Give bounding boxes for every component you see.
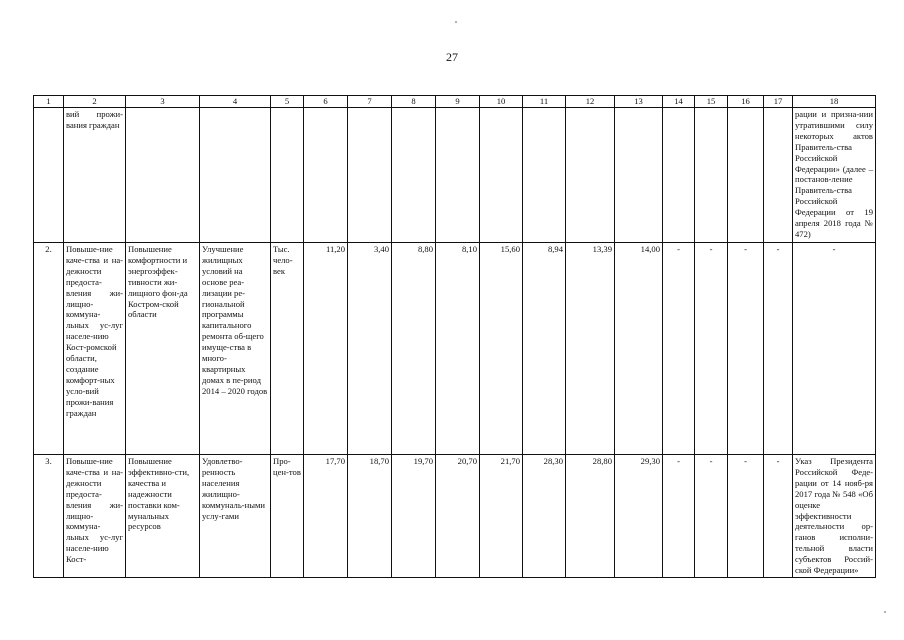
value-cell bbox=[304, 108, 348, 243]
column-number: 15 bbox=[695, 96, 728, 108]
value-cell: 8,10 bbox=[436, 243, 480, 455]
goal-cell: Повыше-ние каче-ства и на-дежности предоста-вления жи-лищно-коммуна-льных ус-луг населе-нию Кост- bbox=[64, 455, 126, 578]
extra-value-cell: - bbox=[695, 455, 728, 578]
column-number-row bbox=[34, 96, 876, 108]
table-row-continuation bbox=[34, 108, 876, 243]
extra-value-cell: - bbox=[728, 455, 764, 578]
source-cell: Указ Президента Российской Феде-рации от 14 нояб-ря 2017 года № 548 «Об оценке эффективности деятельности ор-ганов исполни-тельной власти субъектов Россий-ской Федерации» bbox=[793, 455, 876, 578]
column-number: 13 bbox=[615, 96, 663, 108]
value-cell: 14,00 bbox=[615, 243, 663, 455]
value-cell: 8,80 bbox=[392, 243, 436, 455]
value-cell: 21,70 bbox=[480, 455, 523, 578]
column-number: 6 bbox=[304, 96, 348, 108]
indicators-table bbox=[33, 95, 876, 578]
column-number: 17 bbox=[764, 96, 793, 108]
unit-cell: Тыс. чело-век bbox=[271, 243, 304, 455]
value-cell: 11,20 bbox=[304, 243, 348, 455]
column-number: 3 bbox=[126, 96, 200, 108]
value-cell: 28,30 bbox=[523, 455, 566, 578]
column-number: 7 bbox=[348, 96, 392, 108]
value-cell: 29,30 bbox=[615, 455, 663, 578]
column-number: 16 bbox=[728, 96, 764, 108]
row-number: 2. bbox=[34, 243, 64, 455]
column-number: 8 bbox=[392, 96, 436, 108]
extra-value-cell: - bbox=[663, 455, 695, 578]
extra-value-cell: - bbox=[764, 243, 793, 455]
column-number: 4 bbox=[200, 96, 271, 108]
value-cell bbox=[566, 108, 615, 243]
extra-value-cell bbox=[695, 108, 728, 243]
scan-speck bbox=[455, 21, 457, 23]
table-row-3 bbox=[34, 455, 876, 578]
source-cell: рации и призна-нии утратившими силу некоторых актов Правитель-ства Российской Федерации» (далее – постанов-ление Правитель-ства Российской Федерации от 19 апреля 2018 года № 472) bbox=[793, 108, 876, 243]
value-cell: 28,80 bbox=[566, 455, 615, 578]
unit-cell: Про-цен-тов bbox=[271, 455, 304, 578]
column-number: 14 bbox=[663, 96, 695, 108]
value-cell bbox=[436, 108, 480, 243]
value-cell: 15,60 bbox=[480, 243, 523, 455]
extra-value-cell: - bbox=[764, 455, 793, 578]
value-cell bbox=[480, 108, 523, 243]
column-number: 9 bbox=[436, 96, 480, 108]
scan-speck bbox=[884, 611, 886, 613]
column-number: 11 bbox=[523, 96, 566, 108]
column-number: 10 bbox=[480, 96, 523, 108]
goal-cell: вий прожи-вания граждан bbox=[64, 108, 126, 243]
value-cell: 18,70 bbox=[348, 455, 392, 578]
column-number: 2 bbox=[64, 96, 126, 108]
row-number bbox=[34, 108, 64, 243]
column-number: 1 bbox=[34, 96, 64, 108]
value-cell: 8,94 bbox=[523, 243, 566, 455]
goal-cell: Повыше-ние каче-ства и на-дежности предоста-вления жи-лищно-коммуна-льных ус-луг населе-нию Кост-ромской области, создание комфорт-ных усло-вий прожи-вания граждан bbox=[64, 243, 126, 455]
column-number: 18 bbox=[793, 96, 876, 108]
task-cell bbox=[126, 108, 200, 243]
column-number: 12 bbox=[566, 96, 615, 108]
extra-value-cell: - bbox=[663, 243, 695, 455]
source-cell: - bbox=[793, 243, 876, 455]
value-cell bbox=[392, 108, 436, 243]
table-body bbox=[34, 108, 876, 578]
value-cell: 17,70 bbox=[304, 455, 348, 578]
indicator-cell: Улучшение жилищных условий на основе реа-лизации ре-гиональной программы капитального ремонта об-щего имуще-ства в много-квартирных домах в пе-риод 2014 – 2020 годов bbox=[200, 243, 271, 455]
value-cell bbox=[615, 108, 663, 243]
value-cell: 13,39 bbox=[566, 243, 615, 455]
extra-value-cell bbox=[764, 108, 793, 243]
unit-cell bbox=[271, 108, 304, 243]
page-number: 27 bbox=[446, 50, 458, 64]
value-cell: 3,40 bbox=[348, 243, 392, 455]
task-cell: Повышение комфортности и энергоэффек-тивности жи-лищного фон-да Костром-ской области bbox=[126, 243, 200, 455]
indicator-cell bbox=[200, 108, 271, 243]
table-row-2 bbox=[34, 243, 876, 455]
value-cell bbox=[348, 108, 392, 243]
value-cell: 20,70 bbox=[436, 455, 480, 578]
value-cell bbox=[523, 108, 566, 243]
row-number: 3. bbox=[34, 455, 64, 578]
extra-value-cell: - bbox=[695, 243, 728, 455]
table-header bbox=[34, 96, 876, 108]
column-number: 5 bbox=[271, 96, 304, 108]
extra-value-cell bbox=[728, 108, 764, 243]
extra-value-cell bbox=[663, 108, 695, 243]
extra-value-cell: - bbox=[728, 243, 764, 455]
indicator-cell: Удовлетво-ренность населения жилищно-коммуналь-ными услу-гами bbox=[200, 455, 271, 578]
task-cell: Повышение эффективно-сти, качества и надежности поставки ком-мунальных ресурсов bbox=[126, 455, 200, 578]
value-cell: 19,70 bbox=[392, 455, 436, 578]
